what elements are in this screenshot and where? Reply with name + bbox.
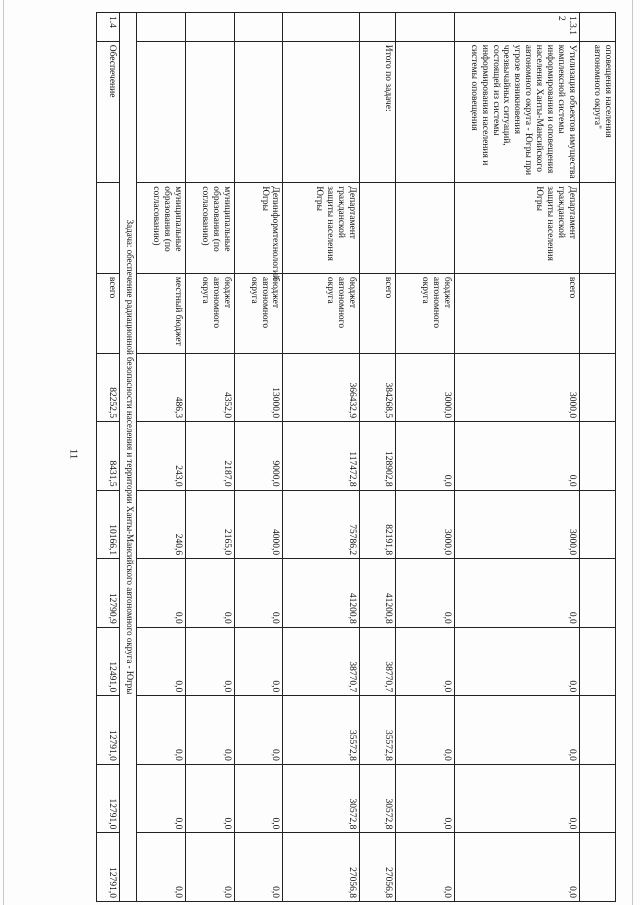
- cell-value: 0,0: [395, 422, 454, 491]
- cell-number: [186, 13, 235, 42]
- cell-value: 0,0: [395, 559, 454, 628]
- cell-value: 10166,1: [97, 490, 120, 559]
- cell-name: Итого по задаче:: [359, 41, 395, 183]
- table-row: [97, 13, 120, 902]
- cell-value: 12791,0: [97, 696, 120, 765]
- cell-value: 9000,0: [234, 422, 283, 491]
- cell-responsible: Депинформтехнологий Югры: [234, 183, 283, 274]
- table-row: [455, 13, 580, 902]
- table-row: [186, 13, 235, 902]
- cell-funding-source: бюджет автономного округа: [234, 273, 283, 353]
- cell-value: 13000,0: [234, 353, 283, 422]
- cell-value: 0,0: [234, 764, 283, 833]
- cell-value: 0,0: [395, 833, 454, 902]
- cell-name: [137, 41, 186, 183]
- cell-value: 240,6: [137, 490, 186, 559]
- cell-value: 82252,5: [97, 353, 120, 422]
- cell-responsible: [395, 183, 454, 274]
- task-header-row: [120, 13, 137, 902]
- cell-value: [580, 490, 616, 559]
- cell-value: 8431,5: [97, 422, 120, 491]
- cell-value: 384268,5: [359, 353, 395, 422]
- cell-value: 243,0: [137, 422, 186, 491]
- cell-value: 38770,7: [359, 627, 395, 696]
- cell-responsible: [359, 183, 395, 274]
- cell-value: 0,0: [137, 764, 186, 833]
- cell-name: [283, 41, 359, 183]
- cell-value: [580, 833, 616, 902]
- cell-value: 2165,0: [186, 490, 235, 559]
- cell-value: 0,0: [186, 696, 235, 765]
- budget-table: [96, 12, 616, 902]
- cell-value: 486,3: [137, 353, 186, 422]
- cell-number: 1.3.1 2: [455, 13, 580, 42]
- cell-value: 0,0: [234, 833, 283, 902]
- cell-value: [580, 422, 616, 491]
- cell-value: 0,0: [186, 627, 235, 696]
- cell-value: 366432,9: [283, 353, 359, 422]
- cell-name: Обеспечение: [97, 41, 120, 183]
- cell-value: 35572,8: [283, 696, 359, 765]
- cell-value: 38770,7: [283, 627, 359, 696]
- cell-number: [580, 13, 616, 42]
- cell-value: 117472,8: [283, 422, 359, 491]
- cell-funding-source: всего: [359, 273, 395, 353]
- cell-value: 75786,2: [283, 490, 359, 559]
- cell-value: 0,0: [137, 627, 186, 696]
- cell-value: 0,0: [455, 833, 580, 902]
- cell-value: 3000,0: [395, 353, 454, 422]
- cell-name: Утилизация объектов имущества комплексной системы информирования и оповещения населения Ханты-Мансийского автономного округа - Югры при угрозе возникновения чрезвычайных ситуаций, состоящей из системы информирования населения и системы оповещения: [455, 41, 580, 183]
- cell-value: 0,0: [137, 696, 186, 765]
- page-number: 11: [67, 448, 80, 460]
- cell-value: 30572,8: [359, 764, 395, 833]
- cell-value: 0,0: [234, 627, 283, 696]
- cell-value: 12791,0: [97, 833, 120, 902]
- cell-responsible: [97, 183, 120, 274]
- cell-responsible: [580, 183, 616, 274]
- table-row: [137, 13, 186, 902]
- cell-number: [283, 13, 359, 42]
- cell-value: 0,0: [186, 559, 235, 628]
- table-row: [580, 13, 616, 902]
- cell-name: оповещения населения автономного округа": [580, 41, 616, 183]
- cell-value: 30572,8: [283, 764, 359, 833]
- cell-funding-source: бюджет автономного округа: [186, 273, 235, 353]
- cell-funding-source: местный бюджет: [137, 273, 186, 353]
- cell-number: [359, 13, 395, 42]
- cell-value: 12791,0: [97, 764, 120, 833]
- scan-edge-left: [3, 0, 4, 905]
- cell-number: [137, 13, 186, 42]
- cell-value: 0,0: [455, 559, 580, 628]
- task-header: Задача: обеспечение радиационной безопасности населения и территории Ханты-Мансийского автономного округа - Югры: [120, 13, 137, 902]
- cell-value: 0,0: [455, 422, 580, 491]
- cell-value: 41200,8: [359, 559, 395, 628]
- cell-value: [580, 559, 616, 628]
- table-row: [395, 13, 454, 902]
- cell-value: 0,0: [137, 559, 186, 628]
- cell-value: 2187,0: [186, 422, 235, 491]
- cell-funding-source: бюджет автономного округа: [283, 273, 359, 353]
- cell-responsible: Департамент гражданской защиты населения Югры: [455, 183, 580, 274]
- cell-value: 4000,0: [234, 490, 283, 559]
- cell-value: 128902,8: [359, 422, 395, 491]
- cell-value: 3000,0: [395, 490, 454, 559]
- cell-value: [580, 696, 616, 765]
- cell-value: 12491,0: [97, 627, 120, 696]
- cell-value: 0,0: [395, 696, 454, 765]
- table-row: [283, 13, 359, 902]
- cell-value: 0,0: [455, 764, 580, 833]
- cell-value: [580, 627, 616, 696]
- table-row: [234, 13, 283, 902]
- cell-value: 0,0: [186, 764, 235, 833]
- cell-responsible: Департамент гражданской защиты населения Югры: [283, 183, 359, 274]
- cell-value: 0,0: [395, 627, 454, 696]
- table-row: [359, 13, 395, 902]
- cell-value: 4352,0: [186, 353, 235, 422]
- cell-value: 0,0: [455, 696, 580, 765]
- cell-responsible: муниципальные образования (по согласованию): [137, 183, 186, 274]
- cell-name: [395, 41, 454, 183]
- cell-value: 0,0: [234, 696, 283, 765]
- cell-value: 35572,8: [359, 696, 395, 765]
- cell-funding-source: [580, 273, 616, 353]
- cell-responsible: муниципальные образования (по согласованию): [186, 183, 235, 274]
- cell-value: 0,0: [455, 627, 580, 696]
- cell-name: [234, 41, 283, 183]
- cell-value: 82191,8: [359, 490, 395, 559]
- cell-value: 41200,8: [283, 559, 359, 628]
- scan-edge-right: [632, 0, 633, 905]
- cell-value: 0,0: [234, 559, 283, 628]
- cell-value: [580, 353, 616, 422]
- cell-value: [580, 764, 616, 833]
- cell-value: 3000,0: [455, 353, 580, 422]
- cell-number: [395, 13, 454, 42]
- cell-value: 27056,8: [359, 833, 395, 902]
- cell-value: 12790,9: [97, 559, 120, 628]
- cell-value: 0,0: [186, 833, 235, 902]
- cell-funding-source: всего: [455, 273, 580, 353]
- cell-number: [234, 13, 283, 42]
- cell-value: 0,0: [395, 764, 454, 833]
- cell-value: 27056,8: [283, 833, 359, 902]
- cell-name: [186, 41, 235, 183]
- rotated-table-sheet: [96, 12, 616, 902]
- cell-funding-source: всего: [97, 273, 120, 353]
- cell-number: 1.4: [97, 13, 120, 42]
- cell-value: 0,0: [137, 833, 186, 902]
- cell-value: 3000,0: [455, 490, 580, 559]
- cell-funding-source: бюджет автономного округа: [395, 273, 454, 353]
